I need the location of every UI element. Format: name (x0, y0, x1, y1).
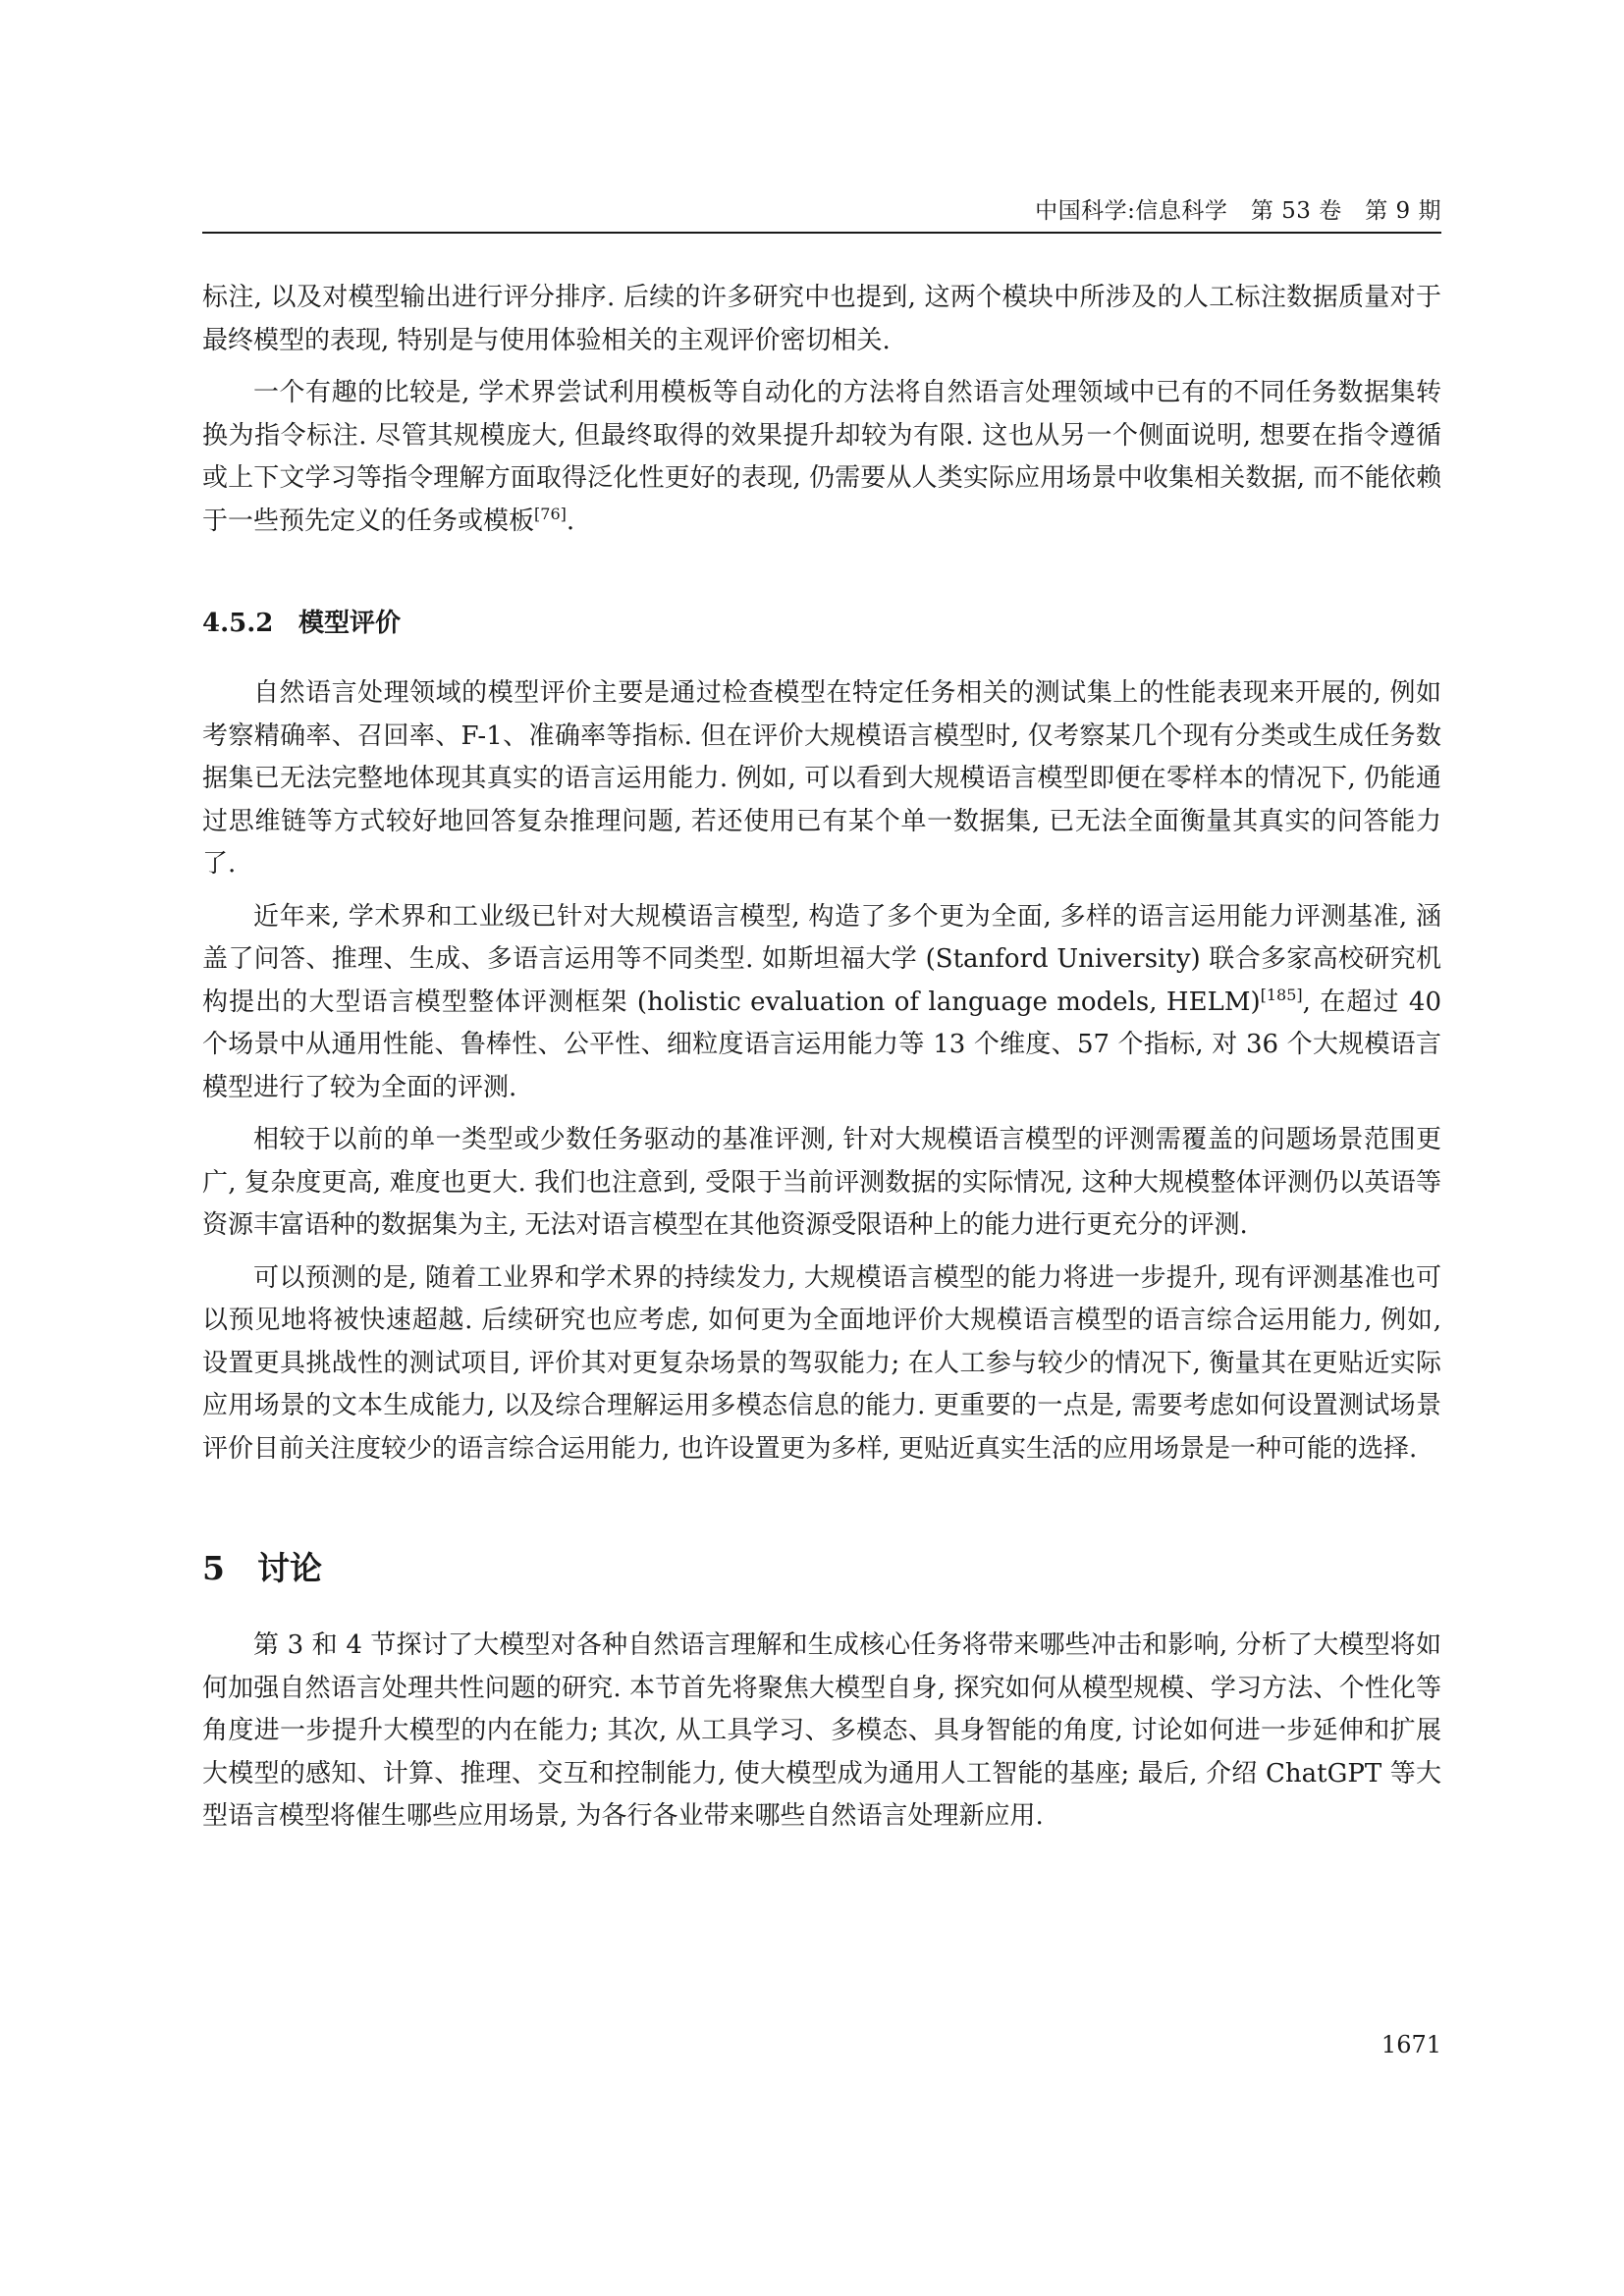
page-number: 1671 (1380, 2031, 1441, 2058)
paragraph-end: , 在超过 40 个场景中从通用性能、鲁棒性、公平性、细粒度语言运用能力等 13 个维度、57 个指标, 对 36 个大规模语言模型进行了较为全面的评测. (202, 987, 1441, 1102)
subsection-number: 4.5.2 (202, 609, 274, 638)
paragraph-model-evaluation: 自然语言处理领域的模型评价主要是通过检查模型在特定任务相关的测试集上的性能表现来开展的, 例如考察精确率、召回率、F-1、准确率等指标. 但在评价大规模语言模型时, 仅考察某几个现有分类或生成任务数据集已无法完整地体现其真实的语言运用能力. 例如, 可以看到大规模语言模型即便在零样本的情况下, 仍能通过思维链等方式较好地回答复杂推理问题, 若还使用已有某个单一数据集, 已无法全面衡量其真实的问答能力了. (202, 678, 1441, 879)
section-title: 讨论 (257, 1549, 322, 1587)
citation-185[interactable]: [185] (1260, 985, 1303, 1004)
section-heading-5 (202, 1544, 1441, 1593)
paragraph-benchmarks (202, 896, 1441, 1110)
citation-76[interactable]: [76] (534, 504, 567, 523)
paragraph-discussion-intro: 第 3 和 4 节探讨了大模型对各种自然语言理解和生成核心任务将带来哪些冲击和影响, 分析了大模型将如何加强自然语言处理共性问题的研究. 本节首先将聚焦大模型自身, 探究如何从模型规模、学习方法、个性化等角度进一步提升大模型的内在能力; 其次, 从工具学习、多模态、具身智能的角度, 讨论如何进一步延伸和扩展大模型的感知、计算、推理、交互和控制能力, 使大模型成为通用人工智能的基座; 最后, 介绍 ChatGPT 等大型语言模型将催生哪些应用场景, 为各行各业带来哪些自然语言处理新应用. (202, 1630, 1441, 1831)
paragraph-instruction-comparison (202, 372, 1441, 543)
paragraph-end: . (566, 506, 575, 536)
header-rule (202, 232, 1441, 234)
main-content (202, 277, 1441, 1848)
section-number: 5 (202, 1549, 225, 1587)
paper-page (202, 0, 1441, 2296)
running-header: 中国科学:信息科学 第 53 卷 第 9 期 (1035, 198, 1441, 224)
paragraph-text: 一个有趣的比较是, 学术界尝试利用模板等自动化的方法将自然语言处理领域中已有的不同任务数据集转换为指令标注. 尽管其规模庞大, 但最终取得的效果提升却较为有限. 这也从另一个侧面说明, 想要在指令遵循或上下文学习等指令理解方面取得泛化性更好的表现, 仍需要从人类实际应用场景中收集相关数据, 而不能依赖于一些预先定义的任务或模板 (202, 378, 1441, 536)
paragraph-text: 近年来, 学术界和工业级已针对大规模语言模型, 构造了多个更为全面, 多样的语言运用能力评测基准, 涵盖了问答、推理、生成、多语言运用等不同类型. 如斯坦福大学 (Stanford University) 联合多家高校研究机构提出的大型语言模型整体评测框架 (holistic evaluation of language models, HELM) (202, 901, 1441, 1017)
subsection-heading-4-5-2 (202, 604, 1441, 643)
paragraph-future-evaluation: 可以预测的是, 随着工业界和学术界的持续发力, 大规模语言模型的能力将进一步提升, 现有评测基准也可以预见地将被快速超越. 后续研究也应考虑, 如何更为全面地评价大规模语言模型的语言综合运用能力, 例如, 设置更具挑战性的测试项目, 评价其对更复杂场景的驾驭能力; 在人工参与较少的情况下, 衡量其在更贴近实际应用场景的文本生成能力, 以及综合理解运用多模态信息的能力. 更重要的一点是, 需要考虑如何设置测试场景评价目前关注度较少的语言综合运用能力, 也许设置更为多样, 更贴近真实生活的应用场景是一种可能的选择. (202, 1262, 1441, 1464)
subsection-title: 模型评价 (298, 609, 402, 638)
paragraph-continued: 标注, 以及对模型输出进行评分排序. 后续的许多研究中也提到, 这两个模块中所涉及的人工标注数据质量对于最终模型的表现, 特别是与使用体验相关的主观评价密切相关. (202, 283, 1441, 355)
paragraph-evaluation-scope: 相较于以前的单一类型或少数任务驱动的基准评测, 针对大规模语言模型的评测需覆盖的问题场景范围更广, 复杂度更高, 难度也更大. 我们也注意到, 受限于当前评测数据的实际情况, 这种大规模整体评测仍以英语等资源丰富语种的数据集为主, 无法对语言模型在其他资源受限语种上的能力进行更充分的评测. (202, 1125, 1441, 1240)
